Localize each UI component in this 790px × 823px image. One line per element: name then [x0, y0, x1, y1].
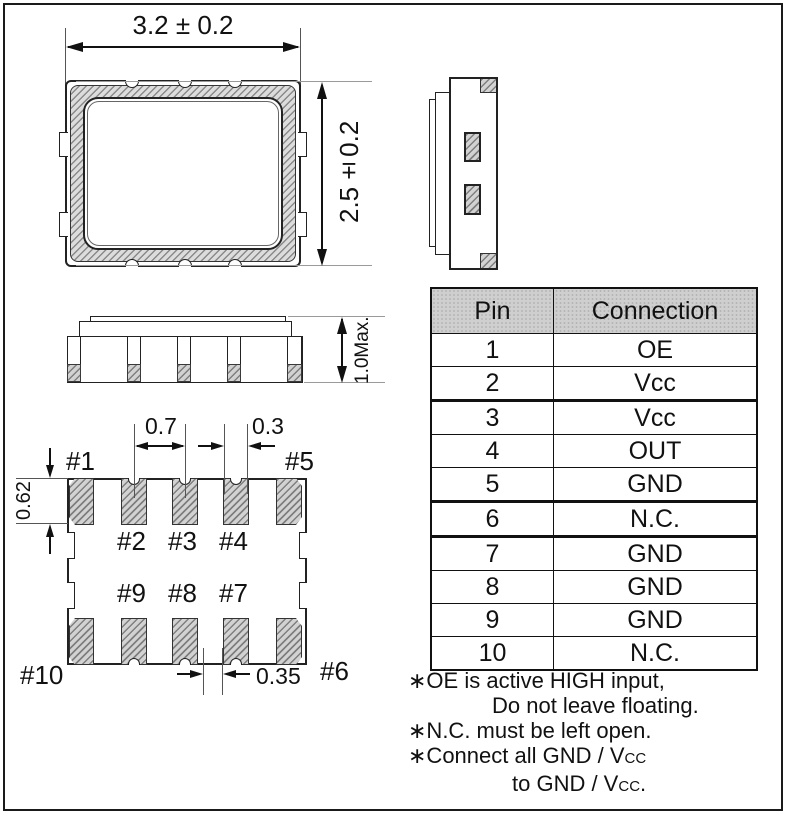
arrowhead-left — [223, 670, 236, 678]
notes-block — [408, 668, 699, 799]
pad-notch — [230, 658, 242, 665]
dim-pad-pitch: 0.7 — [145, 413, 177, 439]
dim-arrow-width — [68, 46, 298, 48]
dim-line — [49, 534, 51, 554]
arrowhead-down — [317, 249, 327, 266]
pad-notch — [230, 478, 242, 485]
pin-connection: Vcc — [554, 367, 758, 401]
dim-line — [261, 445, 275, 447]
table-row — [431, 401, 757, 435]
side-tab — [298, 132, 307, 157]
arrowhead-left — [248, 442, 261, 450]
table-row — [431, 367, 757, 401]
pad-label-8: #8 — [168, 578, 197, 608]
note-gnd-text: ∗Connect all GND / V — [408, 743, 625, 768]
pad-label-1: #1 — [66, 446, 95, 476]
table-row — [431, 604, 757, 637]
edge-notch — [67, 532, 75, 559]
side2-pad — [287, 337, 302, 382]
pad-foot-hatch — [227, 364, 241, 382]
pin-number: 4 — [431, 435, 554, 468]
pad-6 — [276, 618, 302, 665]
pin-number: 9 — [431, 604, 554, 637]
pad-1 — [69, 478, 94, 525]
pad-notch — [179, 658, 191, 665]
note-gnd-line2 — [512, 771, 699, 799]
column-header-connection: Connection — [554, 288, 758, 334]
table-header-row — [431, 288, 757, 334]
pin-connection: OUT — [554, 435, 758, 468]
arrowhead-down — [337, 366, 347, 383]
vcc-subscript: CC — [624, 750, 647, 767]
ext-line — [134, 424, 135, 498]
side-tab — [59, 132, 68, 157]
pad-4 — [223, 478, 249, 525]
pin-number: 6 — [431, 502, 554, 537]
arrowhead-right — [211, 442, 224, 450]
side-view-body — [449, 77, 498, 270]
ext-line — [65, 28, 66, 88]
pad-7 — [223, 618, 249, 665]
pin-number: 10 — [431, 637, 554, 671]
pad-label-4: #4 — [219, 526, 248, 556]
pad-label-9: #9 — [117, 578, 146, 608]
note-oe-line2: Do not leave floating. — [492, 693, 699, 718]
pad-foot-hatch — [177, 364, 191, 382]
dim-pad-width: 0.3 — [252, 413, 284, 439]
edge-notch — [299, 582, 307, 609]
arrowhead-down — [46, 465, 54, 478]
note-gnd-text: to GND / V — [512, 771, 619, 796]
table-row — [431, 502, 757, 537]
arrowhead-up — [46, 524, 54, 537]
pin-number: 1 — [431, 334, 554, 367]
pad-5 — [276, 478, 302, 525]
pin-connection: N.C. — [554, 637, 758, 671]
arrowhead-left — [135, 442, 148, 450]
dim-pad-notch: 0.35 — [256, 663, 301, 689]
table-row — [431, 571, 757, 604]
table-row — [431, 637, 757, 671]
ext-line — [300, 28, 301, 88]
castellation-pad — [480, 253, 496, 268]
pad-notch — [128, 658, 140, 665]
package-top-view — [65, 80, 301, 267]
pad-label-7: #7 — [219, 578, 248, 608]
pin-connection: N.C. — [554, 502, 758, 537]
ext-line — [224, 424, 225, 494]
pin-connection: GND — [554, 468, 758, 502]
pad-label-3: #3 — [168, 526, 197, 556]
arrowhead-up — [317, 82, 327, 99]
arrowhead-up — [337, 317, 347, 334]
pad-foot-hatch — [127, 364, 141, 382]
pad-label-5: #5 — [285, 446, 314, 476]
arrowhead-left — [66, 42, 83, 52]
table-row — [431, 435, 757, 468]
column-header-pin: Pin — [431, 288, 554, 334]
dim-pad-length: 0.62 — [13, 481, 35, 521]
pad-10 — [69, 618, 94, 665]
cavity-inner-line — [87, 101, 279, 246]
dim-body-width: 3.2 ± 0.2 — [132, 10, 234, 40]
pin-number: 5 — [431, 468, 554, 502]
table-row — [431, 537, 757, 571]
ext-line-gray — [76, 265, 372, 266]
pin-connection: GND — [554, 571, 758, 604]
pin-number: 2 — [431, 367, 554, 401]
side2-lid-base — [79, 321, 292, 337]
dim-line — [236, 673, 250, 675]
note-oe-line1: ∗OE is active HIGH input, — [408, 668, 665, 693]
package-bottom-view — [67, 478, 307, 665]
side2-body — [67, 336, 303, 383]
dim-line — [198, 445, 212, 447]
edge-notch — [299, 532, 307, 559]
arrowhead-right — [190, 670, 203, 678]
side-tab — [59, 212, 68, 237]
pad-8 — [172, 618, 198, 665]
dim-arrow-height — [321, 85, 323, 263]
pad-label-10: #10 — [20, 660, 64, 690]
castellation-pad — [464, 132, 481, 162]
pin-number: 8 — [431, 571, 554, 604]
pin-connection: Vcc — [554, 401, 758, 435]
pin-number: 7 — [431, 537, 554, 571]
dim-max-height: 1.0Max. — [352, 316, 373, 384]
pin-number: 3 — [431, 401, 554, 435]
pad-9 — [121, 618, 147, 665]
side-tab — [298, 212, 307, 237]
pin-connection: OE — [554, 334, 758, 367]
note-gnd-line1 — [408, 743, 699, 771]
table-row — [431, 334, 757, 367]
side2-pad — [227, 337, 241, 382]
pin-connection: GND — [554, 537, 758, 571]
table-row — [431, 468, 757, 502]
dim-line — [177, 673, 191, 675]
castellation-pad — [480, 79, 496, 93]
ext-line-gray — [76, 81, 372, 82]
vcc-subscript: CC — [618, 778, 641, 795]
arrowhead-right — [172, 442, 185, 450]
arrowhead-right — [283, 42, 300, 52]
pad-label-2: #2 — [117, 526, 146, 556]
pad-foot-hatch — [287, 364, 302, 382]
ext-line — [247, 424, 248, 494]
pin-connection: GND — [554, 604, 758, 637]
ext-line — [203, 648, 204, 695]
dim-body-height: 2.5±0.2 — [334, 120, 364, 223]
note-gnd-period: . — [640, 771, 647, 796]
castellation-pad — [464, 184, 481, 215]
side2-pad — [127, 337, 141, 382]
side2-pad — [177, 337, 191, 382]
ext-line — [16, 523, 68, 524]
pad-foot-hatch — [67, 364, 81, 382]
note-nc: ∗N.C. must be left open. — [408, 718, 652, 743]
side-view-lid-base — [435, 92, 450, 255]
side2-pad — [67, 337, 81, 382]
pin-connection-table — [430, 287, 758, 671]
package-cavity — [83, 97, 283, 250]
pad-label-6: #6 — [320, 656, 349, 686]
edge-notch — [67, 582, 75, 609]
